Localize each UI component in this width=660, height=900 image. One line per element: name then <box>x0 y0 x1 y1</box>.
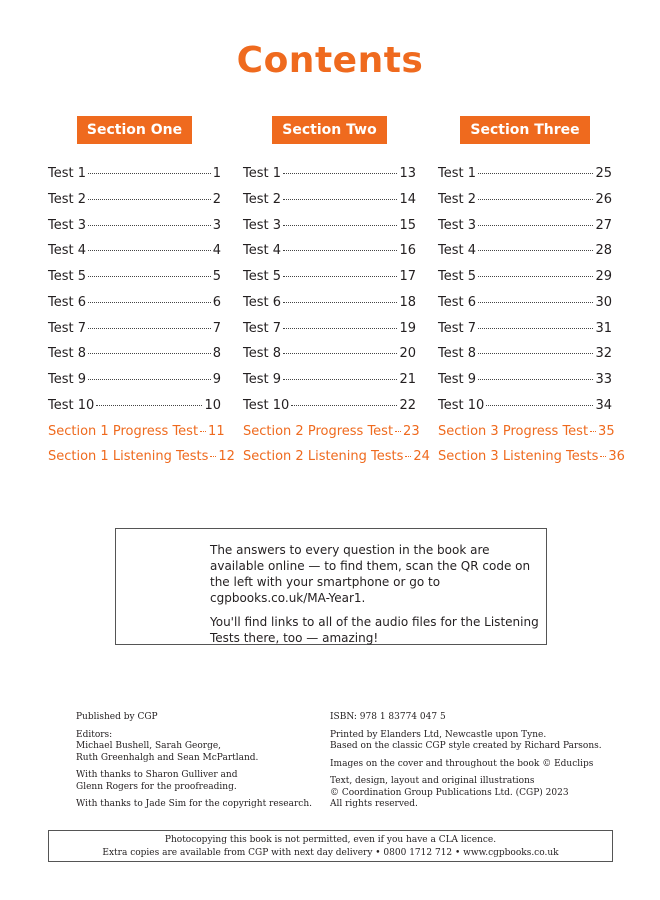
proofreading-thanks <box>76 770 316 793</box>
toc-entry <box>243 372 416 398</box>
toc-entry-label: Test 9 <box>48 372 87 387</box>
dot-leader <box>88 225 211 226</box>
toc-entry-label: Test 6 <box>438 294 477 310</box>
toc-entry-label: Section 1 Progress Test <box>48 423 199 439</box>
toc-entry-label: Section 2 Progress Test <box>243 423 394 439</box>
toc-entry-label: Test 6 <box>243 294 282 310</box>
dot-leader <box>478 302 593 303</box>
dot-leader <box>478 250 593 251</box>
toc-entry <box>243 423 420 450</box>
dot-leader <box>283 173 397 174</box>
toc-entry <box>243 243 416 269</box>
toc-entry-label: Test 4 <box>438 243 477 259</box>
toc-entry <box>438 243 612 269</box>
dot-leader <box>590 431 596 432</box>
toc-entry <box>48 398 221 424</box>
toc-entry-label: Test 1 <box>243 166 282 181</box>
editors-block <box>76 730 316 765</box>
section-three-column <box>438 116 625 475</box>
toc-entry-label: Test 3 <box>48 217 87 233</box>
toc-entry <box>48 346 221 372</box>
toc-entry-label: Test 2 <box>438 191 477 207</box>
online-answers-box <box>115 528 547 645</box>
order-info: Extra copies are available from CGP with next day delivery • 0800 1712 712 • www.cgpbooks.co.uk <box>102 848 559 858</box>
copyright-research-thanks: With thanks to Jade Sim for the copyright research. <box>76 799 312 809</box>
dot-leader <box>478 225 593 226</box>
printer-block <box>330 730 620 753</box>
toc-entry-page: 16 <box>399 243 416 259</box>
dot-leader <box>88 379 211 380</box>
toc-entry-page: 2 <box>212 191 221 207</box>
section-three-list <box>438 166 625 475</box>
toc-entry-page: 24 <box>413 449 430 465</box>
toc-entry-label: Test 3 <box>243 217 282 233</box>
copyright-line: Text, design, layout and original illustrations <box>330 776 535 786</box>
toc-entry-label: Section 2 Listening Tests <box>243 449 404 465</box>
toc-entry <box>243 192 416 218</box>
dot-leader <box>283 199 397 200</box>
info-text <box>210 542 540 646</box>
toc-entry-label: Section 3 Progress Test <box>438 423 589 439</box>
section-one-column <box>48 116 235 475</box>
toc-entry <box>48 218 221 244</box>
dot-leader <box>283 276 397 277</box>
toc-entry-label: Test 9 <box>438 372 477 387</box>
toc-entry-label: Test 4 <box>48 243 87 259</box>
toc-entry-label: Test 7 <box>243 320 282 336</box>
toc-entry <box>438 269 612 295</box>
dot-leader <box>478 199 593 200</box>
toc-entry <box>48 192 221 218</box>
toc-entry <box>243 218 416 244</box>
toc-entry-label: Test 2 <box>243 191 282 207</box>
dot-leader <box>96 405 202 406</box>
toc-entry-page: 30 <box>595 294 612 310</box>
dot-leader <box>88 199 211 200</box>
toc-entry-label: Test 4 <box>243 243 282 259</box>
toc-entry-label: Test 5 <box>243 269 282 284</box>
dot-leader <box>283 379 397 380</box>
dot-leader <box>478 379 593 380</box>
toc-entry-page: 33 <box>595 372 612 387</box>
toc-entry <box>243 166 416 192</box>
toc-entry-page: 5 <box>212 269 221 284</box>
toc-entry <box>243 295 416 321</box>
dot-leader <box>88 328 211 329</box>
dot-leader <box>405 456 411 457</box>
dot-leader <box>88 173 211 174</box>
toc-entry-page: 23 <box>403 423 420 439</box>
editors-heading: Editors: <box>76 729 113 740</box>
section-three-header: Section Three <box>460 116 589 144</box>
toc-entry-page: 34 <box>595 397 612 413</box>
toc-entry-page: 1 <box>212 166 221 181</box>
dot-leader <box>283 225 397 226</box>
isbn-line: ISBN: 978 1 83774 047 5 <box>330 712 446 722</box>
toc-entry-page: 22 <box>399 397 416 413</box>
dot-leader <box>486 405 593 406</box>
dot-leader <box>210 456 216 457</box>
toc-entry-page: 4 <box>212 243 221 259</box>
toc-entry-page: 3 <box>212 217 221 233</box>
toc-entry-label: Test 10 <box>438 397 485 413</box>
dot-leader <box>88 353 211 354</box>
editors-line: Michael Bushell, Sarah George, <box>76 741 222 751</box>
toc-entry-label: Test 6 <box>48 294 87 310</box>
dot-leader <box>283 302 397 303</box>
toc-entry-page: 7 <box>212 320 221 336</box>
toc-entry-page: 6 <box>212 294 221 310</box>
toc-entry <box>438 166 612 192</box>
toc-entry-page: 32 <box>595 346 612 362</box>
toc-entry <box>438 398 612 424</box>
toc-entry-page: 36 <box>608 449 625 465</box>
toc-entry <box>243 398 416 424</box>
dot-leader <box>200 431 206 432</box>
toc-entry-page: 11 <box>208 423 225 439</box>
toc-entry-page: 21 <box>399 372 416 387</box>
dot-leader <box>478 353 593 354</box>
credits-right <box>330 712 620 817</box>
toc-entry <box>48 423 225 450</box>
copyright-line: All rights reserved. <box>330 799 418 809</box>
copyright-block <box>330 776 620 811</box>
toc-entry-label: Test 3 <box>438 217 477 233</box>
section-two-list <box>243 166 430 475</box>
thanks-line: Glenn Rogers for the proofreading. <box>76 781 237 792</box>
toc-entry <box>48 269 221 295</box>
toc-entry-label: Section 3 Listening Tests <box>438 449 599 465</box>
copyright-line: © Coordination Group Publications Ltd. (CGP) 2023 <box>330 787 569 798</box>
toc-entry <box>243 346 416 372</box>
toc-entry-page: 28 <box>595 243 612 259</box>
toc-entry-page: 14 <box>399 191 416 207</box>
toc-entry <box>438 192 612 218</box>
toc-entry-label: Test 5 <box>438 269 477 284</box>
toc-entry <box>48 243 221 269</box>
toc-entry <box>48 295 221 321</box>
section-one-header: Section One <box>77 116 192 144</box>
section-two-column <box>243 116 430 475</box>
toc-entry <box>48 321 221 347</box>
dot-leader <box>283 250 397 251</box>
toc-entry-page: 29 <box>595 269 612 284</box>
style-line: Based on the classic CGP style created by Richard Parsons. <box>330 741 602 751</box>
thanks-line: With thanks to Sharon Gulliver and <box>76 770 238 780</box>
toc-entry <box>438 321 612 347</box>
section-one-list <box>48 166 235 475</box>
dot-leader <box>600 456 606 457</box>
publisher-line: Published by CGP <box>76 712 158 722</box>
toc-entry-page: 26 <box>595 191 612 207</box>
toc-entry-page: 13 <box>399 166 416 181</box>
toc-entry <box>438 346 612 372</box>
toc-entry <box>438 449 625 475</box>
page-title: Contents <box>236 40 424 81</box>
toc-entry <box>438 423 615 450</box>
toc-entry <box>243 321 416 347</box>
toc-entry-label: Test 8 <box>243 346 282 362</box>
toc-entry-label: Test 1 <box>438 166 477 181</box>
toc-entry <box>48 449 235 475</box>
toc-entry <box>243 449 430 475</box>
toc-entry-page: 17 <box>399 269 416 284</box>
toc-entry-page: 12 <box>218 449 235 465</box>
toc-entry-page: 10 <box>204 397 221 413</box>
dot-leader <box>478 276 593 277</box>
toc-entry-page: 18 <box>399 294 416 310</box>
dot-leader <box>283 353 397 354</box>
dot-leader <box>478 328 593 329</box>
toc-entry-label: Test 8 <box>48 346 87 362</box>
toc-entry-label: Test 7 <box>438 320 477 336</box>
images-credit: Images on the cover and throughout the book © Educlips <box>330 758 594 769</box>
dot-leader <box>283 328 397 329</box>
credits-left <box>76 712 316 817</box>
dot-leader <box>88 276 211 277</box>
toc-entry-page: 8 <box>212 346 221 362</box>
info-paragraph-answers: The answers to every question in the book are available online — to find them, scan the QR code on the left with your smartphone or go to cgpbooks.co.uk/MA-Year1. <box>210 543 531 605</box>
section-two-header: Section Two <box>272 116 386 144</box>
toc-entry-label: Test 7 <box>48 320 87 336</box>
dot-leader <box>88 250 211 251</box>
toc-entry-label: Test 9 <box>243 372 282 387</box>
info-paragraph-audio: You'll find links to all of the audio files for the Listening Tests there, too — amazing! <box>210 615 539 645</box>
toc-entry-page: 35 <box>598 423 615 439</box>
toc-entry-page: 19 <box>399 320 416 336</box>
printer-line: Printed by Elanders Ltd, Newcastle upon Tyne. <box>330 729 547 740</box>
dot-leader <box>478 173 593 174</box>
toc-entry <box>438 218 612 244</box>
toc-entry-page: 25 <box>595 166 612 181</box>
photocopy-notice-box <box>48 830 613 862</box>
toc-entry-label: Test 10 <box>48 397 95 413</box>
dot-leader <box>291 405 397 406</box>
toc-entry <box>438 372 612 398</box>
toc-entry-label: Section 1 Listening Tests <box>48 449 209 465</box>
toc-entry-page: 31 <box>595 320 612 336</box>
toc-entry <box>438 295 612 321</box>
toc-entry-label: Test 2 <box>48 191 87 207</box>
toc-entry-page: 15 <box>399 217 416 233</box>
toc-entry-label: Test 8 <box>438 346 477 362</box>
toc-entry <box>48 372 221 398</box>
toc-entry <box>243 269 416 295</box>
photocopy-notice: Photocopying this book is not permitted, even if you have a CLA licence. <box>164 835 497 845</box>
toc-entry-label: Test 1 <box>48 166 87 181</box>
toc-entry-label: Test 10 <box>243 397 290 413</box>
toc-entry <box>48 166 221 192</box>
editors-line: Ruth Greenhalgh and Sean McPartland. <box>76 752 259 763</box>
toc-entry-page: 20 <box>399 346 416 362</box>
dot-leader <box>88 302 211 303</box>
toc-entry-page: 9 <box>212 372 221 387</box>
toc-entry-label: Test 5 <box>48 269 87 284</box>
dot-leader <box>395 431 401 432</box>
toc-entry-page: 27 <box>595 217 612 233</box>
